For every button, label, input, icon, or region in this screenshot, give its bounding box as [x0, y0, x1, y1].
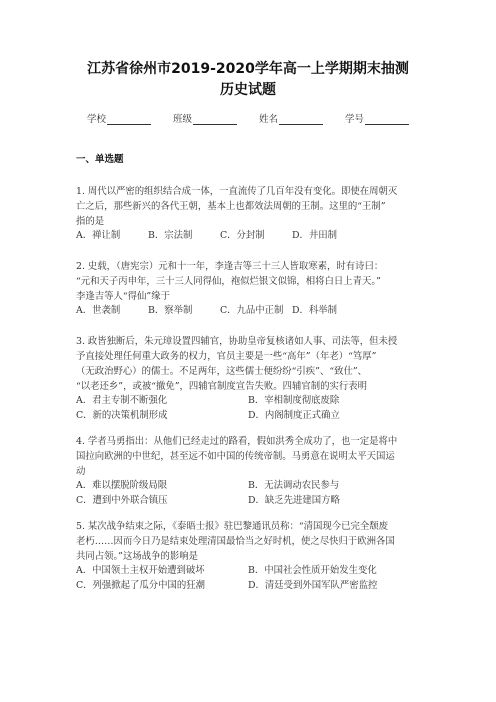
option-a[interactable]: A．君主专制不断强化: [76, 395, 168, 406]
option-d[interactable]: D．科举制: [292, 305, 338, 316]
name-field: [259, 111, 323, 125]
question-line: 3. 政皆独断后，朱元璋设置四辅官，协助皇帝复核诸如人事、司法等，但未授: [76, 336, 398, 347]
question-line: 老朽……因而今日乃是结束处理清国最恰当之好时机，使之尽快归于欧洲各国: [76, 536, 395, 547]
question-3: [76, 334, 428, 423]
student-info-row: [0, 111, 496, 125]
option-c[interactable]: C．分封制: [220, 230, 265, 241]
option-a[interactable]: A．禅让制: [76, 230, 121, 241]
option-b[interactable]: B．察举制: [148, 305, 193, 316]
question-line: 指的是: [76, 216, 105, 227]
question-4: [76, 434, 428, 508]
number-blank[interactable]: [365, 114, 409, 125]
section-heading: 一、单选题: [76, 154, 124, 165]
question-line: 亡之后，那些新兴的各代王朝，基本上也都效法周朝的王制。这里的“王制”: [76, 201, 386, 212]
name-label: 姓名: [259, 114, 279, 125]
exam-title: 江苏省徐州市2019-2020学年高一上学期期末抽测: [87, 61, 409, 77]
question-line: 1. 周代以严密的组织结合成一体，一直流传了几百年没有变化。即使在周朝灭: [76, 186, 398, 197]
question-line: （无政治野心）的儒士。不足两年，这些儒士便纷纷“引疾”、“致仕”、: [76, 366, 368, 377]
school-field: [87, 111, 151, 125]
option-d[interactable]: D．内阁制度正式确立: [248, 409, 340, 421]
question-line: 李逢吉等人“得仙”缘于: [76, 291, 170, 302]
option-c[interactable]: C．九品中正制: [220, 305, 284, 316]
option-d[interactable]: D．缺乏先进建国方略: [248, 494, 340, 506]
question-line: 共同占领。”这场战争的影响是: [76, 551, 198, 562]
option-a[interactable]: A．世袭制: [76, 305, 121, 316]
question-line: 4. 学者马勇指出：从他们已经走过的路看，假如洪秀全成功了，也一定是将中: [76, 436, 398, 447]
option-b[interactable]: B．宗法制: [148, 230, 193, 241]
options: [76, 229, 428, 244]
exam-subtitle: 历史试题: [220, 82, 276, 98]
question-2: [76, 259, 428, 319]
school-label: 学校: [86, 114, 106, 125]
question-line: 予直接处理任何重大政务的权力，官员主要是一些“高年”（年老）“笃厚”: [76, 351, 377, 362]
question-line: 2. 史载，（唐宪宗）元和十一年，李逢吉等三十三人皆取寒素，时有诗曰：: [76, 261, 384, 272]
class-label: 班级: [172, 114, 192, 125]
question-line: 5. 某次战争结束之际，《泰晤士报》驻巴黎通讯员称：“清国现今已完全颓废: [76, 521, 389, 532]
option-c[interactable]: C．列强掀起了瓜分中国的狂潮: [76, 579, 206, 591]
number-label: 学号: [345, 114, 365, 125]
question-1: [76, 184, 428, 244]
options: [76, 394, 428, 423]
school-blank[interactable]: [107, 114, 151, 125]
class-field: [173, 111, 237, 125]
option-a[interactable]: A．难以摆脱阶级局限: [76, 480, 168, 491]
class-blank[interactable]: [193, 114, 237, 125]
options: [76, 304, 428, 319]
options: [76, 479, 428, 508]
option-a[interactable]: A．中国领土主权开始遭到破坏: [76, 565, 205, 576]
option-d[interactable]: D．清廷受到外国军队严密监控: [248, 579, 378, 591]
question-line: “以老还乡”，或被“撤免”，四辅官制度宣告失败。四辅官制的实行表明: [76, 381, 368, 392]
name-blank[interactable]: [279, 114, 323, 125]
option-b[interactable]: B．无法调动农民参与: [248, 480, 340, 491]
option-c[interactable]: C．遭到中外联合镇压: [76, 494, 168, 506]
options: [76, 564, 428, 593]
question-line: 国拉向欧洲的中世纪，甚至远不如中国的传统帝制。马勇意在说明太平天国运: [76, 451, 395, 462]
option-c[interactable]: C．新的决策机制形成: [76, 409, 168, 421]
number-field: [345, 111, 409, 125]
question-5: [76, 519, 428, 593]
option-b[interactable]: B．宰相制度彻底废除: [248, 395, 340, 406]
option-b[interactable]: B．中国社会性质开始发生变化: [248, 565, 377, 576]
question-line: 动: [76, 466, 86, 477]
question-line: “元和天子丙申年，三十三人同得仙，袍似烂银文似锦，相将白日上青天。”: [76, 276, 381, 287]
option-d[interactable]: D．井田制: [292, 230, 338, 241]
